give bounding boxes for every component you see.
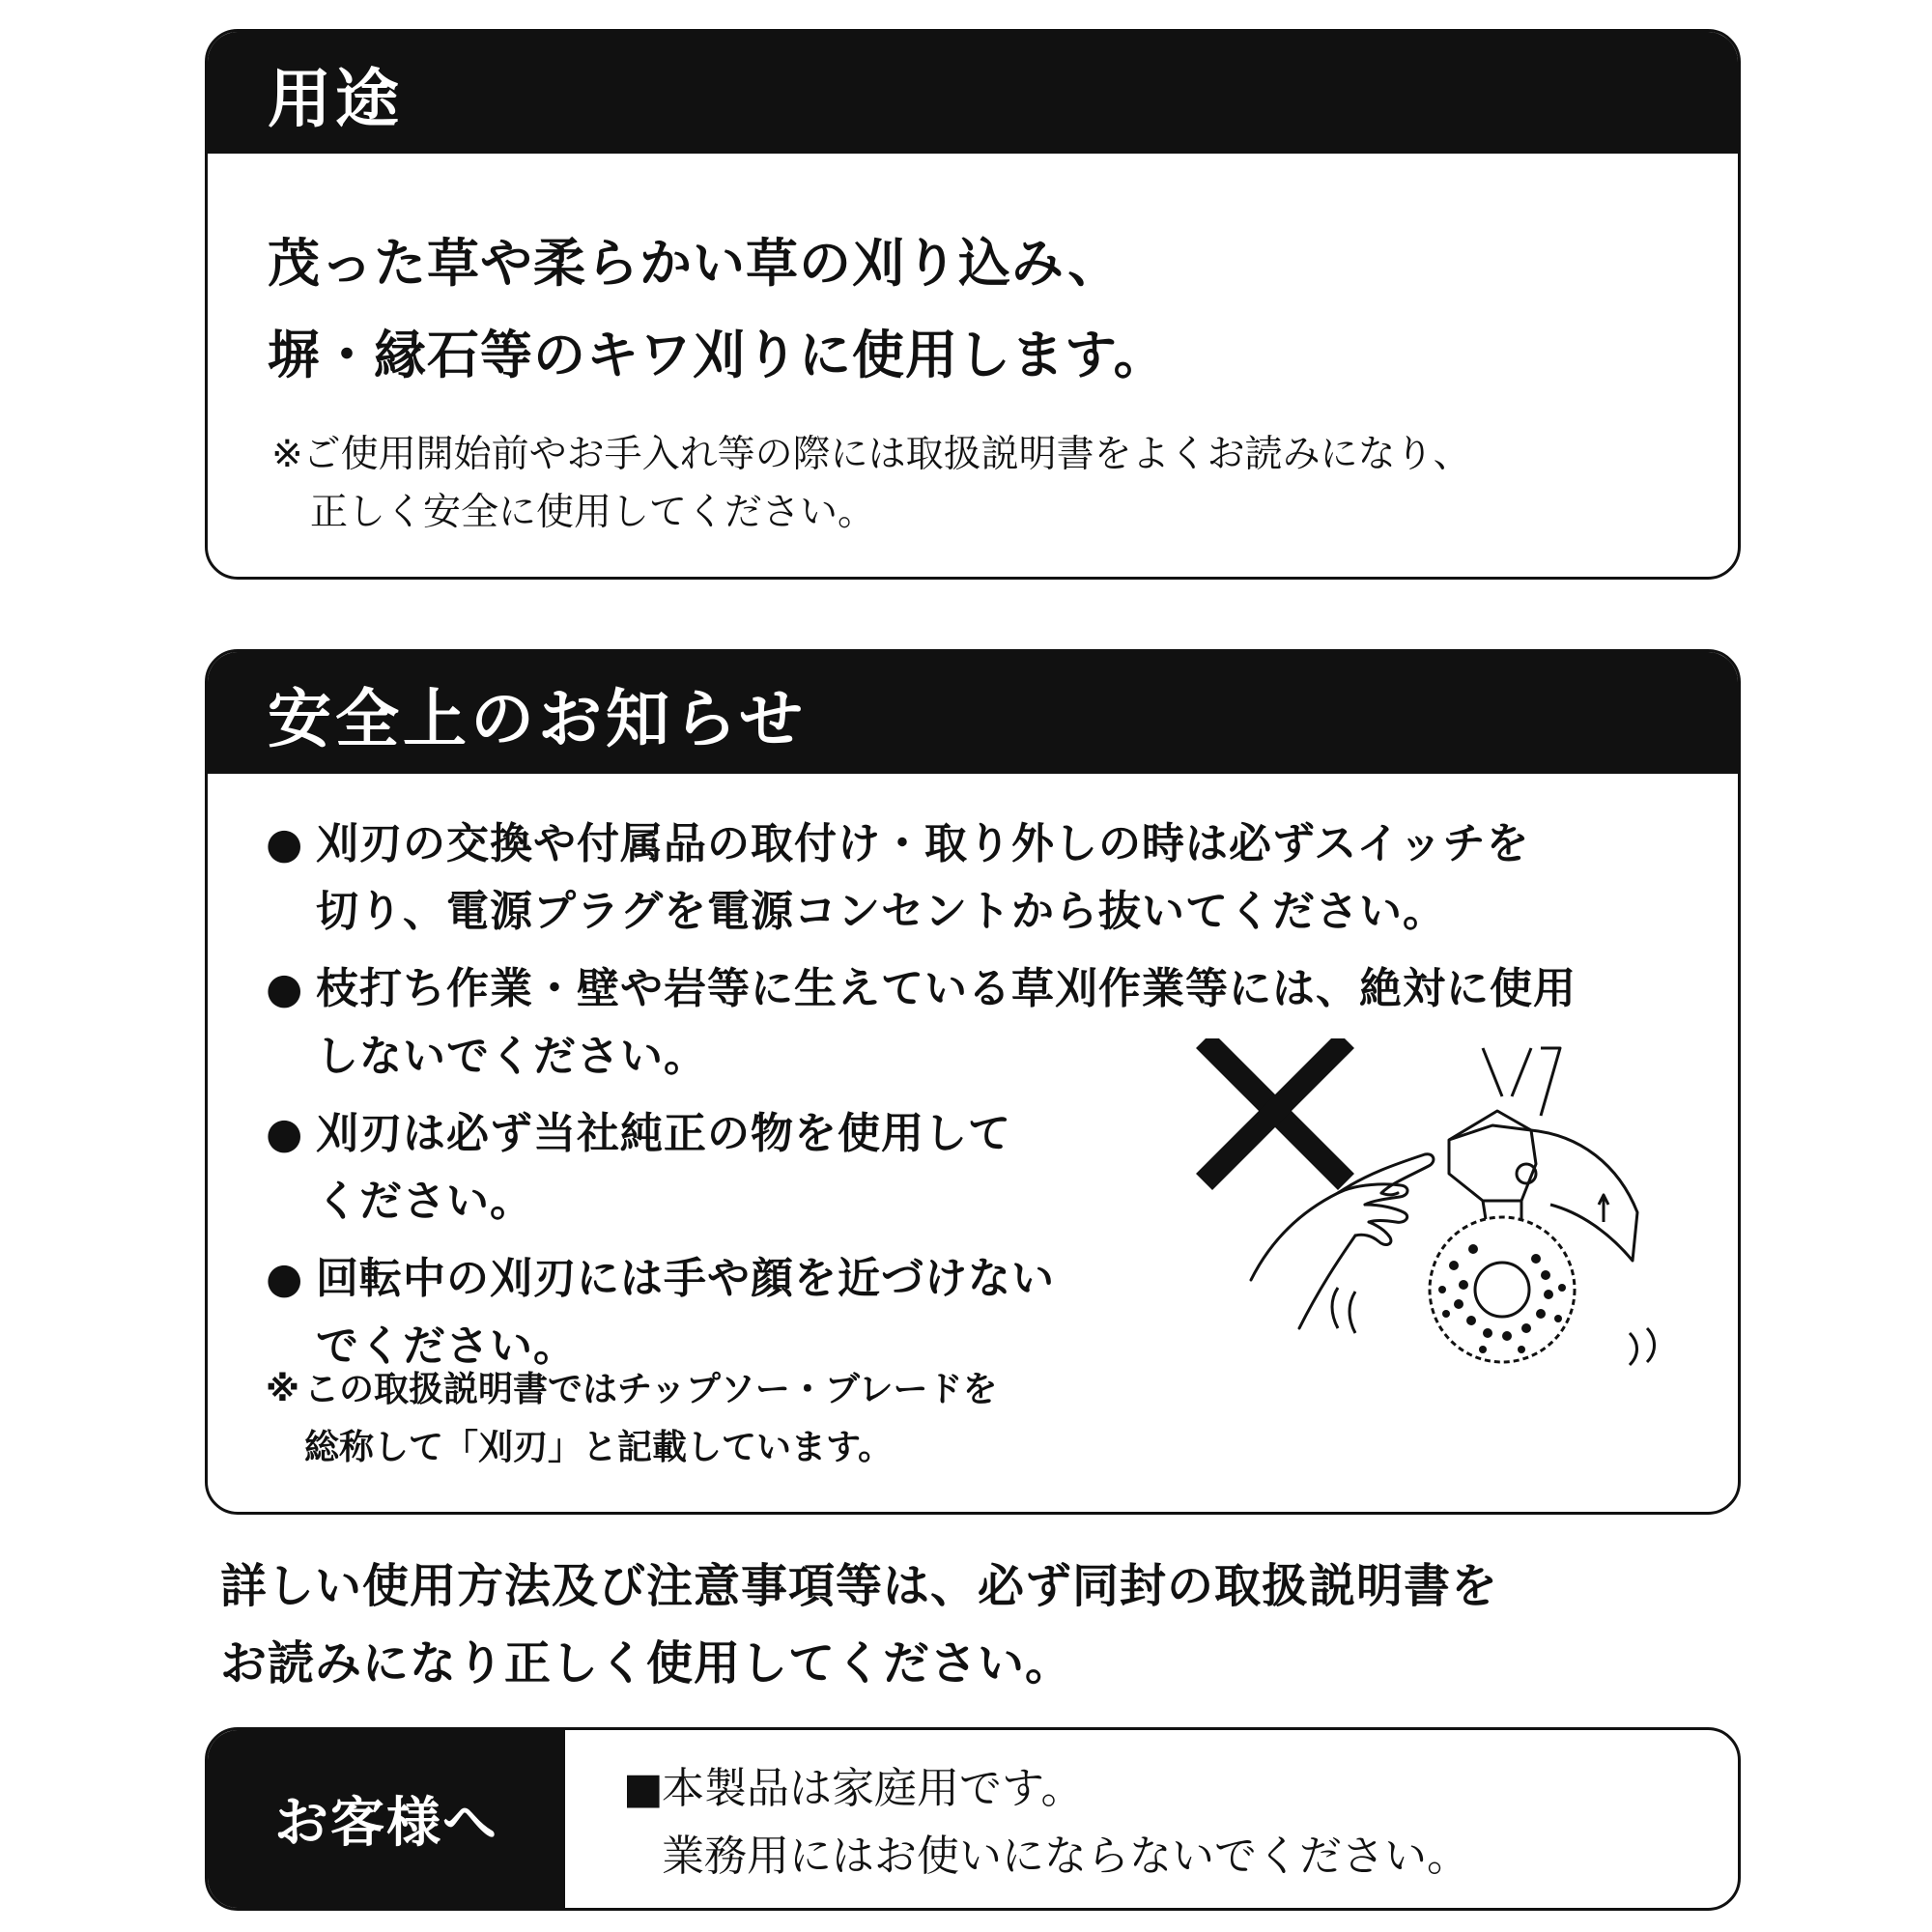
bullet-icon: ● — [266, 1109, 304, 1158]
safety-item-text: 枝打ち作業・壁や岩等に生えている草刈作業等には、絶対に使用 しないでください。 — [316, 964, 1577, 1081]
customer-notice — [565, 1730, 1469, 1908]
bullet-icon: ● — [266, 819, 304, 868]
square-bullet-icon: ■ — [623, 1764, 664, 1813]
usage-note-line-1: ※ご使用開始前やお手入れ等の際には取扱説明書をよくお読みになり、 — [271, 433, 1471, 476]
safety-item-text: 回転中の刈刃には手や顔を近づけない でください。 — [316, 1254, 1055, 1371]
usage-line-2: 塀・縁石等のキワ刈りに使用します。 — [268, 325, 1167, 385]
usage-note-line-2: 正しく安全に使用してください。 — [310, 491, 876, 534]
safety-panel — [205, 649, 1741, 1515]
safety-item-text: 刈刃は必ず当社純正の物を使用して ください。 — [316, 1109, 1011, 1226]
safety-title: 安全上のお知らせ — [208, 652, 1738, 774]
usage-line-1: 茂った草や柔らかい草の刈り込み、 — [268, 233, 1122, 294]
safety-note-line-2: 総称して「刈刃」と記載しています。 — [304, 1428, 894, 1467]
customer-panel — [205, 1727, 1741, 1911]
usage-note — [271, 426, 1699, 542]
note-mark: ※ — [266, 1370, 299, 1409]
customer-line-2: 業務用にはお使いにならないでください。 — [662, 1832, 1469, 1881]
usage-title: 用途 — [208, 32, 1738, 154]
safety-item-text: 刈刃の交換や付属品の取付け・取り外しの時は必ずスイッチを 切り、電源プラグを電源コンセントから抜いてください。 — [316, 819, 1530, 936]
safety-item — [266, 810, 1715, 946]
safety-note — [266, 1361, 1193, 1477]
usage-description — [268, 217, 1699, 401]
bullet-icon: ● — [266, 964, 304, 1013]
customer-line-1: 本製品は家庭用です。 — [662, 1764, 1084, 1813]
prohibited-x-icon — [1212, 1048, 1338, 1174]
safety-note-line-1: この取扱説明書ではチップソー・ブレードを — [304, 1370, 998, 1409]
warning-illustration — [1193, 1038, 1695, 1386]
blade-icon — [1430, 1217, 1575, 1362]
customer-label: お客様へ — [208, 1730, 565, 1908]
bullet-icon: ● — [266, 1254, 304, 1303]
footer-instructions: 詳しい使用方法及び注意事項等は、必ず同封の取扱説明書を お読みになり正しく使用してください。 — [220, 1559, 1499, 1690]
usage-panel — [205, 29, 1741, 580]
